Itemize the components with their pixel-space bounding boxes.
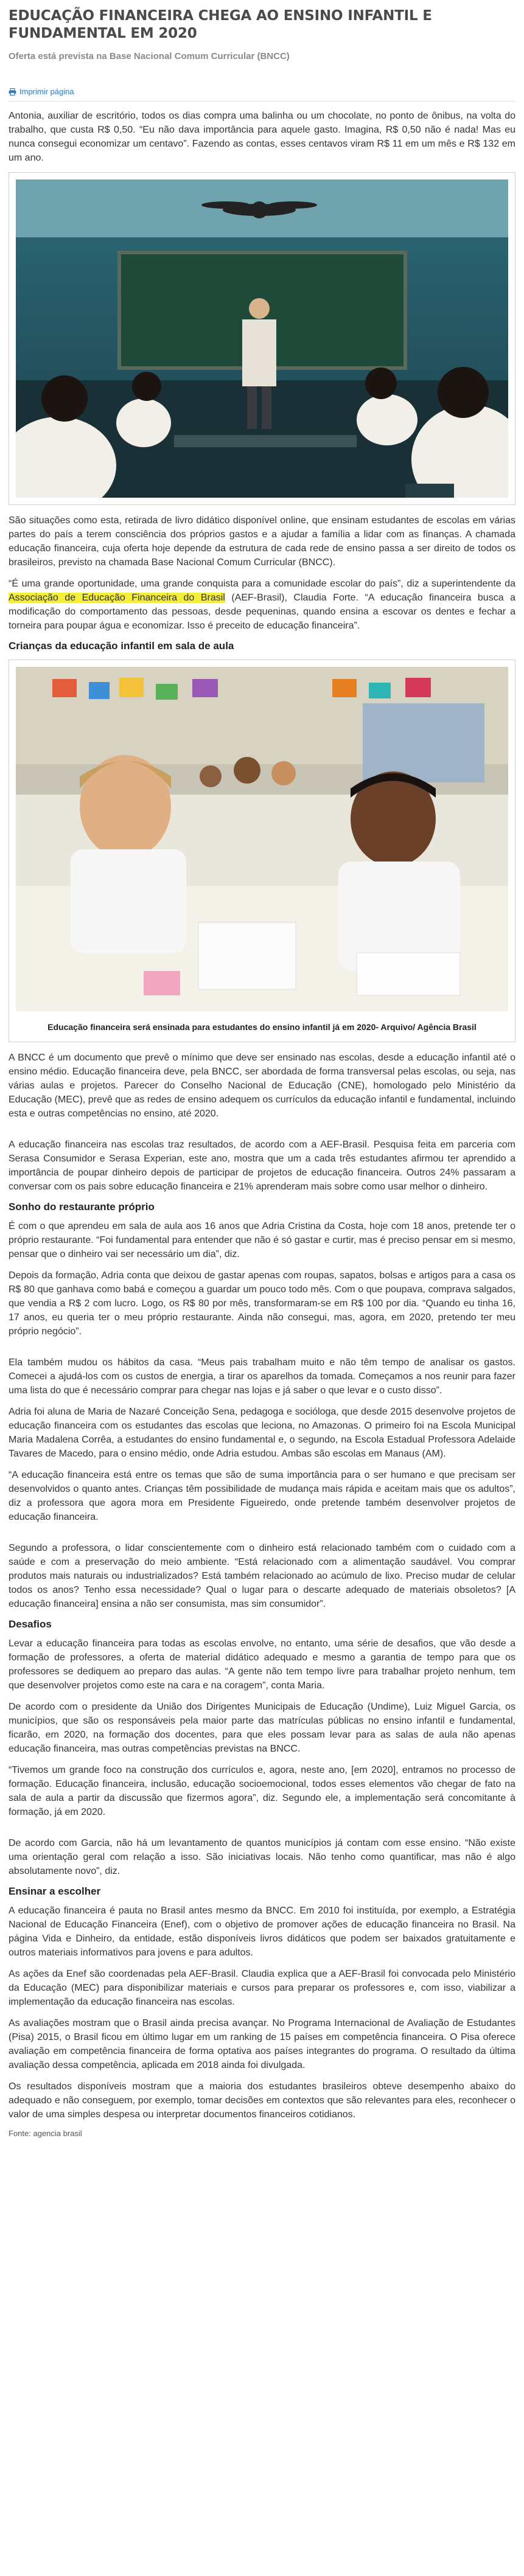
paragraph: De acordo com o presidente da União dos Dirigentes Municipais de Educação (Undime), Luiz Miguel Garcia, os municípios, que são os responsáveis pela maior parte das matrículas públicas no ensino infantil e fundamental, ficarão, em 2020, na formação dos docentes, para que eles possam levar para as salas de aula não apenas educação financeira, mas outras competências previstas na BNCC. bbox=[9, 1702, 515, 1754]
section-heading: Desafios bbox=[9, 1618, 52, 1630]
print-page-label: Imprimir página bbox=[19, 87, 74, 96]
paragraph: Antonia, auxiliar de escritório, todos os dias compra uma balinha ou um chocolate, no ponto de ônibus, na volta do trabalho, que custa R$ 0,50. “Eu não dava importância para aquele gasto. Imagina, R$ 0,50 não é nada! Mas eu nunca consegui economizar um centavo”. Fazendo as contas, esses centavos viram R$ 11 em um mês e R$ 132 em um ano. bbox=[9, 111, 515, 163]
article-source bbox=[9, 2129, 515, 2138]
paragraph: “A educação financeira está entre os temas que são de suma importância para o ser humano e que precisam ser desenvolvidos o quanto antes. Crianças têm possibilidade de mudança mais rápida e aceitam mais que os adultos”, diz a professora que agora mora em Presidente Figueiredo, onde pretende também desenvolver projetos de educação financeira. bbox=[9, 1470, 515, 1522]
source-label: Fonte: bbox=[9, 2129, 31, 2138]
section-heading: Crianças da educação infantil em sala de aula bbox=[9, 640, 234, 652]
children-image bbox=[16, 667, 508, 1011]
paragraph: São situações como esta, retirada de livro didático disponível online, que ensinam estudantes de escolas em várias partes do país a terem consciência dos próprios gastos e a ajudar a família a lidar com as finanças. A chamada educação financeira, cuja oferta hoje depende da estrutura de cada rede de ensino passa a ser direito de todos os brasileiros, previsto na chamada Base Nacional Comum Curricular (BNCC). bbox=[9, 515, 515, 568]
paragraph: Depois da formação, Adria conta que deixou de gastar apenas com roupas, sapatos, bolsas e artigos para a casa os R$ 80 que ganhava como babá e começou a guardar um pouco todo mês. Com o que poupava, comprava salgados, que vendia a R$ 2 com lucro. Logo, os R$ 80 por mês, transformaram-se em R$ 100 por dia. “Quando eu tinha 16, 17 anos, eu queria ter o meu próprio restaurante. Ainda não consegui, mas, agora, em 2020, pretendo ter meu próprio negócio”. bbox=[9, 1270, 515, 1337]
classroom-image bbox=[16, 179, 508, 498]
divider bbox=[9, 101, 515, 102]
paragraph: As ações da Enef são coordenadas pela AEF-Brasil. Claudia explica que a AEF-Brasil foi convocada pelo Ministério da Educação (MEC) para disponibilizar materiais e cursos para preparar os professores e, com isso, viabilizar a implementação da educação financeira nas escolas. bbox=[9, 1969, 515, 2007]
paragraph: As avaliações mostram que o Brasil ainda precisa avançar. No Programa Internacional de Avaliação de Estudantes (Pisa) 2015, o Brasil ficou em último lugar em um ranking de 15 países em competência financeira. O Pisa oferece avaliação em competência financeira de forma optativa aos países integrantes do programa. O resultado da última avaliação dessa competência, aplicada em 2018 ainda foi divulgada. bbox=[9, 2018, 515, 2070]
section-heading: Sonho do restaurante próprio bbox=[9, 1201, 155, 1213]
paragraph: A educação financeira é pauta no Brasil antes mesmo da BNCC. Em 2010 foi instituída, por exemplo, a Estratégia Nacional de Educação Financeira (Enef), com o objetivo de promover ações de educação financeira no Brasil. Na página Vida e Dinheiro, da entidade, estão disponíveis livros didáticos que podem ser baixados gratuitamente e outros materiais informativos para jovens e para adultos. bbox=[9, 1906, 515, 1958]
paragraph: Segundo a professora, o lidar conscientemente com o dinheiro está relacionado também com o cuidado com a saúde e com a preservação do meio ambiente. “Está relacionado com a alimentação saudável. Vou comprar produtos mais naturais ou industrializados? Está também relacionado ao acúmulo de lixo. Preciso mudar de celular todos os anos? Tenho essa necessidade? Qual o lugar para o descarte adequado de materiais obsoletos? [A educação financeira] ensina a não ser consumista, mas sim consumidor”. bbox=[9, 1543, 515, 1609]
article bbox=[9, 7, 515, 2138]
paragraph: A educação financeira nas escolas traz resultados, de acordo com a AEF-Brasil. Pesquisa feita em parceria com Serasa Consumidor e Serasa Experian, este ano, mostra que um a cada três estudantes afirmou ter aprendido a importância de poupar dinheiro depois de participar de projetos de educação financeira. Outros 24% passaram a conversar com os pais sobre educação financeira e 21% aprenderam mais sobre como usar melhor o dinheiro. bbox=[9, 1140, 515, 1192]
paragraph: De acordo com Garcia, não há um levantamento de quantos municípios já contam com esse ensino. “Não existe uma orientação geral com relação a isso. São iniciativas locais. Não tenho como quantificar, mas não é algo absolutamente novo”, diz. bbox=[9, 1838, 515, 1876]
paragraph: Os resultados disponíveis mostram que a maioria dos estudantes brasileiros obteve desempenho abaixo do adequado e não conseguem, por exemplo, tomar decisões em contextos que são relevantes para eles, reconhecer o valor de uma simples despesa ou interpretar documentos financeiros cotidianos. bbox=[9, 2081, 515, 2120]
section-heading: Ensinar a escolher bbox=[9, 1885, 101, 1897]
children-photo bbox=[9, 660, 515, 1042]
paragraph: Levar a educação financeira para todas as escolas envolve, no entanto, uma série de desafios, que vão desde a formação de professores, a oferta de material didático adequado e mesmo a garantia de tempo para que os professores se dediquem ao preparo das aulas. “A gente não tem tempo livre para trabalhar projeto nenhum, tem que desenvolver projetos como este na cara e na coragem”, conta Maria. bbox=[9, 1638, 515, 1691]
source-value[interactable]: agencia brasil bbox=[33, 2129, 82, 2138]
paragraph-quote bbox=[9, 577, 515, 633]
classroom-photo bbox=[9, 172, 515, 505]
paragraph: “Tivemos um grande foco na construção dos currículos e, agora, neste ano, [em 2020], entramos no processo de formação. Educação financeira, inclusão, educação socioemocional, todos esses elementos vão chegar de fato na sala de aula a partir da discussão que fizermos agora”, diz. Segundo ele, a implementação será concomitante à formação, já em 2020. bbox=[9, 1765, 515, 1817]
print-page-link[interactable] bbox=[9, 87, 515, 96]
highlighted-organization: Associação de Educação Financeira do Brasil bbox=[9, 593, 225, 603]
photo-caption: Educação financeira será ensinada para estudantes do ensino infantil já em 2020- Arquivo/ Agência Brasil bbox=[47, 1022, 477, 1032]
paragraph: A BNCC é um documento que prevê o mínimo que deve ser ensinado nas escolas, desde a educação infantil até o ensino médio. Educação financeira deve, pela BNCC, ser abordada de forma transversal pelas escolas, ou seja, nas várias aulas e projetos. Parecer do Conselho Nacional de Educação (CNE), homologado pelo Ministério da Educação (MEC), prevê que as redes de ensino adequem os currículos da educação infantil e fundamental, incluindo esta e outras competências no ensino, até 2020. bbox=[9, 1053, 515, 1119]
article-subtitle: Oferta está prevista na Base Nacional Comum Curricular (BNCC) bbox=[9, 51, 290, 61]
quote-text: “É uma grande oportunidade, uma grande conquista para a comunidade escolar do país”, diz a superintendente da bbox=[9, 579, 515, 589]
paragraph: É com o que aprendeu em sala de aula aos 16 anos que Adria Cristina da Costa, hoje com 18 anos, pretende ter o próprio restaurante. “Foi fundamental para entender que não é só gastar e curtir, mas é preciso pensar em si mesmo, pensar que o dinheiro vai ser necessário um dia”, diz. bbox=[9, 1221, 515, 1259]
printer-icon bbox=[9, 88, 16, 96]
article-title: EDUCAÇÃO FINANCEIRA CHEGA AO ENSINO INFANTIL E FUNDAMENTAL EM 2020 bbox=[9, 8, 432, 41]
quote-text: (AEF-Brasil), Claudia Forte. “A educação financeira busca a modificação do comportamento das pessoas, desde pequeninas, quando ensina a escovar os dentes e fechar a torneira para poupar água e economizar. Isso é preceito de educação financeira”. bbox=[9, 593, 516, 631]
paragraph: Adria foi aluna de Maria de Nazaré Conceição Sena, pedagoga e socióloga, que desde 2015 desenvolve projetos de educação financeira com os estudantes das escolas que leciona, no Amazonas. O primeiro foi na Escola Municipal Maria Madalena Corrêa, a estudantes do ensino fundamental e, o segundo, na Escola Estadual Professora Adelaide Tavares de Macedo, para o ensino médio, onde Adria estudou. Ambas são escolas em Manaus (AM). bbox=[9, 1407, 515, 1459]
paragraph: Ela também mudou os hábitos da casa. “Meus pais trabalham muito e não têm tempo de analisar os gastos. Comecei a ajudá-los com os custos de energia, a tirar os aparelhos da tomada. Começamos a nos reunir para fazer uma lista do que é necessário comprar para chegar nas lojas e já saber o que levar e o custo disso”. bbox=[9, 1357, 515, 1396]
